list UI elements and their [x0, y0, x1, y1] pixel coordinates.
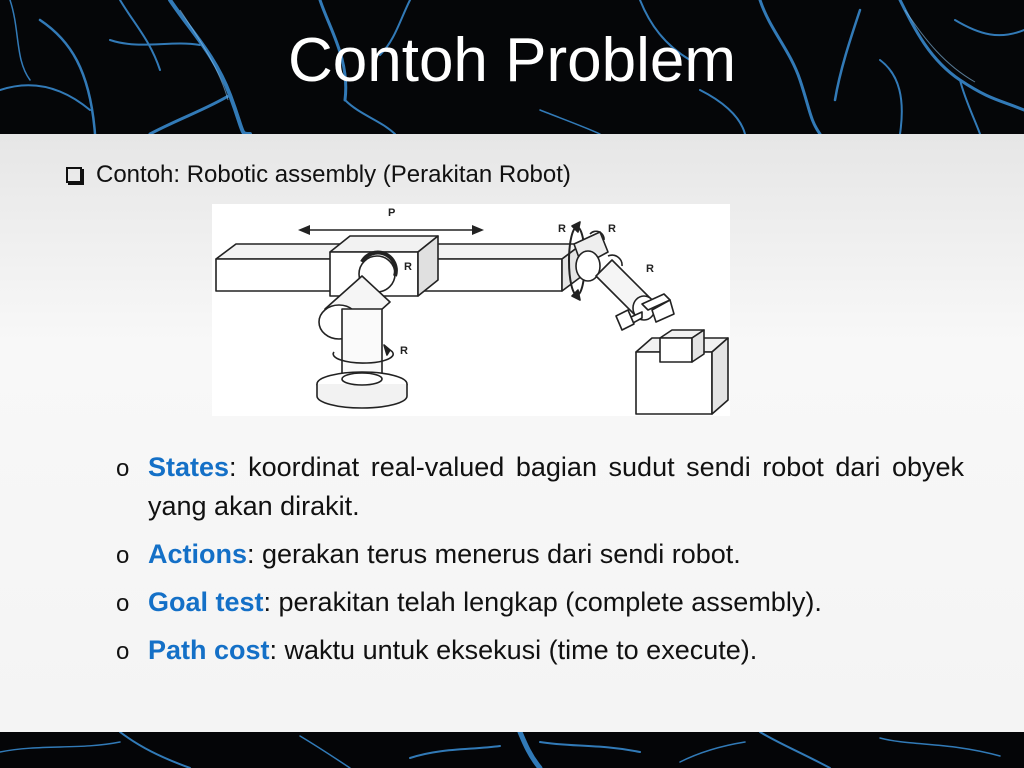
- term-states: States: [148, 452, 230, 482]
- term-path-cost: Path cost: [148, 635, 270, 665]
- label-r-wrist-pitch: R: [608, 223, 616, 235]
- robot-arm-figure: [212, 204, 730, 416]
- robot-arm-drawing: [212, 204, 730, 416]
- label-p: P: [388, 207, 396, 219]
- list-item: [110, 448, 964, 526]
- slide-footer: [0, 732, 1024, 768]
- bullet-list: [110, 448, 964, 679]
- list-item: [110, 535, 964, 574]
- term-goal-test: Goal test: [148, 587, 264, 617]
- slide-content: [0, 134, 1024, 732]
- blue-veins-footer-decoration: [0, 732, 1024, 768]
- list-item: [110, 631, 964, 670]
- bullet-text: : gerakan terus menerus dari sendi robot.: [247, 539, 741, 569]
- lead-text: Contoh: Robotic assembly (Perakitan Robot): [96, 161, 571, 188]
- label-r-carriage: R: [404, 261, 412, 273]
- label-r-base: R: [400, 345, 408, 357]
- checkbox-bullet-icon: [66, 167, 82, 183]
- label-r-wrist-roll: R: [558, 223, 566, 235]
- circle-bullet-icon: o: [116, 455, 130, 482]
- circle-bullet-icon: o: [116, 590, 130, 617]
- circle-bullet-icon: o: [116, 638, 130, 665]
- term-actions: Actions: [148, 539, 248, 569]
- bullet-text: : koordinat real-valued bagian sudut sendi robot dari obyek yang akan dirakit.: [148, 452, 964, 521]
- page-title: Contoh Problem: [287, 26, 737, 95]
- label-r-forearm: R: [646, 263, 654, 275]
- circle-bullet-icon: o: [116, 542, 130, 569]
- bullet-text: : waktu untuk eksekusi (time to execute).: [269, 635, 758, 665]
- bullet-text: : perakitan telah lengkap (complete assembly).: [263, 587, 822, 617]
- slide-header: [0, 0, 1024, 134]
- lead-bullet: [66, 160, 571, 190]
- list-item: [110, 583, 964, 622]
